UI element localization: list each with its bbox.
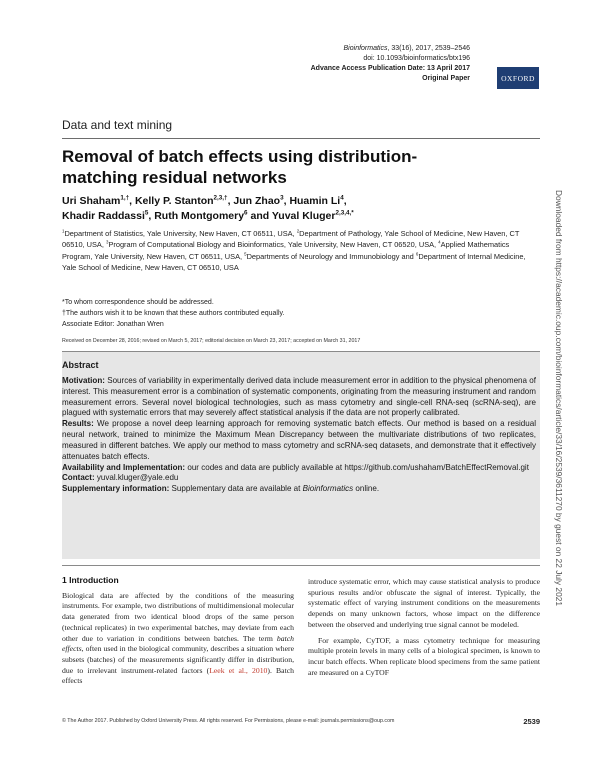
affiliation: Department of Pathology, Yale School of Medicine, New Haven, CT 06510, USA,: [62, 229, 520, 250]
journal-header: [311, 44, 470, 84]
abstract-contact: Contact: yuval.kluger@yale.edu: [62, 473, 179, 483]
section-label: Data and text mining: [62, 118, 173, 132]
doi[interactable]: doi: 10.1093/bioinformatics/btx196: [363, 55, 470, 62]
author: Ruth Montgomery$^6$ and: [154, 209, 272, 222]
body-paragraph: introduce systematic error, which may cause statistical analysis to produce spurious results and/or obfuscate the signal of interest. Typically, the systematic effect of varying instrument conditions on the measurements depends on many unknown factors, whose impact on the difference between the observed and underlying true signal cannot be modeled.: [308, 577, 540, 629]
abstract-box: [62, 352, 540, 559]
oxford-logo: OXFORD: [497, 67, 539, 89]
author: Jun Zhao$^3$,: [233, 194, 290, 207]
copyright-footer: © The Author 2017. Published by Oxford University Press. All rights reserved. For Permissions, please e-mail: journals.permissions@oup.com: [62, 718, 395, 724]
journal-name: Bioinformatics: [343, 45, 388, 52]
body-paragraph: For example, CyTOF, a mass cytometry technique for measuring multiple protein levels in many cells of a biological specimen, is known to incur batch effects. When replicate blood specimens from the same patient are measured on a CyTOF: [308, 635, 540, 677]
associate-editor: Associate Editor: Jonathan Wren: [62, 321, 164, 328]
author-notes: [62, 297, 540, 330]
citation-link[interactable]: Leek et al., 2010: [209, 665, 268, 675]
author-list: [62, 194, 532, 224]
left-column: [62, 575, 294, 687]
right-column: [308, 577, 540, 678]
citation-line: [311, 44, 470, 54]
affiliation: Department of Statistics, Yale University, New Haven, CT 06511, USA,: [64, 229, 297, 238]
abstract-supplementary: Supplementary information: Supplementary data are available at Bioinformatics online.: [62, 484, 380, 494]
affiliation: Department of Internal Medicine, Yale School of Medicine, New Haven, CT 06510, USA: [62, 251, 526, 272]
equal-contribution-note: †The authors wish it to be known that these authors contributed equally.: [62, 310, 285, 317]
affiliation: Applied Mathematics Program, Yale University, New Haven, CT 06511, USA,: [62, 240, 510, 261]
author: Huamin Li$^4$,: [289, 194, 347, 207]
affiliation: Departments of Neurology and Immunobiology and: [246, 251, 416, 261]
author: Khadir Raddassi$^5$,: [62, 209, 155, 222]
affiliation: Program of Computational Biology and Bioinformatics, Yale University, New Haven, CT 06520, USA,: [108, 240, 439, 250]
affiliations: $^1$Department of Statistics, Yale University, New Haven, CT 06511, USA, $^2$Department of Pathology, Yale School of Medicine, New Haven, CT 06510, USA, $^3$Program of Computational Biology and Bioinformatics, Yale University, New Haven, CT 06520, USA, $^4$Applied Mathematics Program, Yale University, New Haven, CT 06511, USA, $^5$Departments of Neurology and Immunobiology and $^6$Department of Internal Medicine, Yale School of Medicine, New Haven, CT 06510, USA: [62, 228, 526, 272]
section-heading: 1 Introduction: [62, 575, 119, 585]
abstract-heading: Abstract: [62, 360, 99, 370]
author: Uri Shaham$^{1,\dagger}$,: [62, 194, 135, 207]
abstract-results: Results: We propose a novel deep learning approach for removing systematic batch effects. Our method is based on a residual neural network, trained to minimize the Maximum Mean Discrepancy between the multivariate distributions of two replicates, measured in different batches. We apply our method to mass cytometry and scRNA-seq datasets, and demonstrate that it effectively attenuates batch effects.: [62, 419, 536, 461]
abstract-motivation: Motivation: Sources of variability in experimentally derived data include measurement error in addition to the physical phenomena of interest. This measurement error is a combination of systematic components, originating from the measuring instrument and random measurement errors. Several novel biological technologies, such as mass cytometry and single-cell RNA-seq (scRNA-seq), are plagued with systematic errors that may severely affect statistical analysis if the data are not properly calibrated.: [62, 375, 536, 418]
body-paragraph: Biological data are affected by the conditions of the measuring instruments. For example, two distributions of multidimensional molecular data generated from two identical blood drops of the same person (technical replicates) in two experimental batches, may deviate from each other due to variation in conditions between batches. The term batch effects, often used in the biological community, describes a situation where subsets (batches) of the measurements significantly differ in distribution, due to irrelevant instrument-related factors (Leek et al., 2010). Batch effects: [62, 590, 294, 686]
author: Yuval Kluger$^{2,3,4,*}$: [271, 209, 354, 222]
advance-access-date: Advance Access Publication Date: 13 April 2017: [310, 65, 470, 72]
divider: [62, 565, 540, 566]
abstract-availability: Availability and Implementation: our codes and data are publicly available at https://github.com/ushaham/BatchEffectRemoval.git: [62, 462, 529, 472]
correspondence-note: *To whom correspondence should be addressed.: [62, 299, 214, 306]
divider: [62, 138, 540, 139]
paper-type: Original Paper: [422, 75, 470, 82]
author: Kelly P. Stanton$^{2,3,\dagger}$,: [134, 194, 234, 207]
download-watermark: Downloaded from https://academic.oup.com/bioinformatics/article/33/16/2539/3611270 by guest on 22 July 2021: [554, 190, 564, 607]
paper-title: Removal of batch effects using distribution-matching residual networks: [62, 147, 418, 187]
citation-detail: , 33(16), 2017, 2539–2546: [387, 45, 470, 52]
received-dates: Received on December 28, 2016; revised on March 5, 2017; editorial decision on March 23, 2017; accepted on March 31, 2017: [62, 338, 361, 344]
page-number: 2539: [523, 717, 540, 726]
